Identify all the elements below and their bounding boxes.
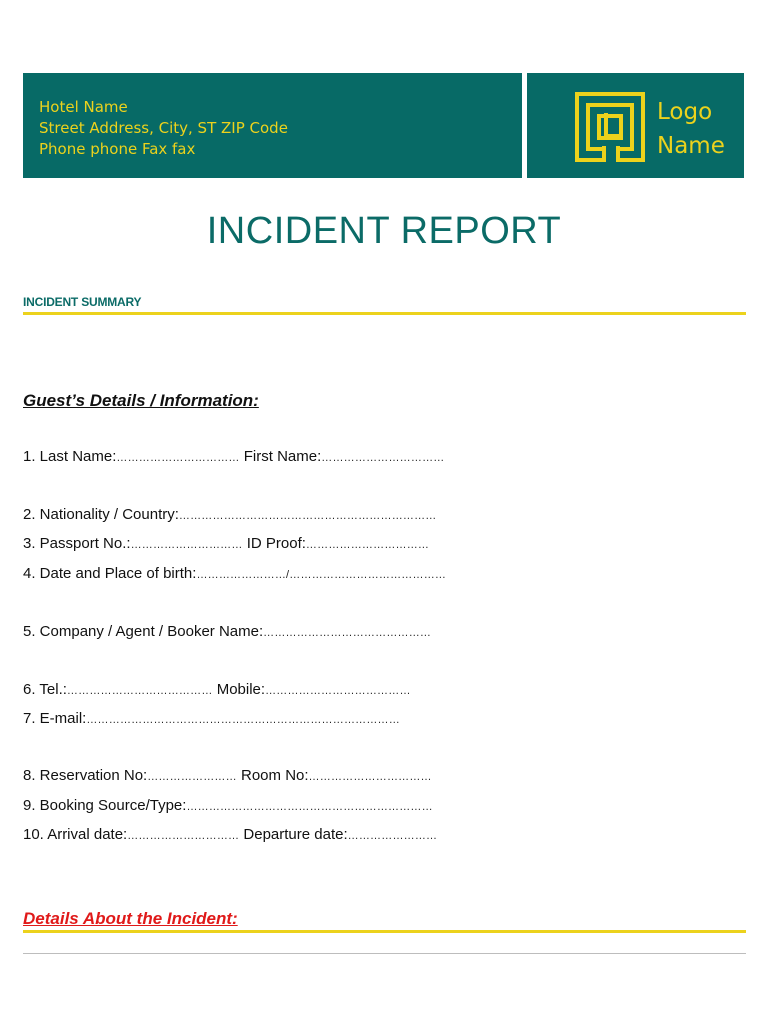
label-passport: 3. Passport No.: xyxy=(23,535,131,552)
hotel-name: Hotel Name xyxy=(39,98,128,116)
logo-line-1: Logo xyxy=(657,99,713,125)
blank-company[interactable]: ……………………………………… xyxy=(263,627,432,639)
field-birth xyxy=(23,565,446,584)
logo-text xyxy=(657,95,725,163)
label-email: 7. E-mail: xyxy=(23,710,87,727)
blank-email[interactable]: ………………………………………………………………………… xyxy=(86,714,400,726)
blank-booking-source[interactable]: ………………………………………………………… xyxy=(186,801,433,813)
field-passport-id xyxy=(23,535,429,554)
hotel-address: Street Address, City, ST ZIP Code xyxy=(39,119,288,137)
summary-divider xyxy=(23,312,746,315)
label-nationality: 2. Nationality / Country: xyxy=(23,506,179,523)
field-nationality xyxy=(23,506,437,525)
blank-tel[interactable]: ………………………………… xyxy=(66,685,213,697)
blank-id-proof[interactable]: …………………………… xyxy=(305,539,430,551)
label-reservation: 8. Reservation No: xyxy=(23,767,148,784)
label-mobile: Mobile: xyxy=(212,681,266,698)
logo-block xyxy=(527,73,744,178)
label-tel: 6. Tel.: xyxy=(23,681,67,698)
field-company-agent xyxy=(23,623,431,642)
label-booking-source: 9. Booking Source/Type: xyxy=(23,797,187,814)
label-company: 5. Company / Agent / Booker Name: xyxy=(23,623,264,640)
logo-line-2: Name xyxy=(657,133,725,159)
label-room: Room No: xyxy=(236,767,309,784)
label-last-name: 1. Last Name: xyxy=(23,448,117,465)
blank-passport[interactable]: ………………………… xyxy=(130,539,243,551)
field-last-first-name xyxy=(23,448,444,467)
blank-mobile[interactable]: ………………………………… xyxy=(265,685,411,697)
guest-details-heading: Guest’s Details / Information: xyxy=(23,391,259,410)
page-title: INCIDENT REPORT xyxy=(206,210,562,252)
label-arrival: 10. Arrival date: xyxy=(23,826,128,843)
field-arrival-departure xyxy=(23,826,437,845)
incident-details-heading: Details About the Incident: xyxy=(23,909,238,928)
logo-maze-icon xyxy=(574,91,646,163)
blank-first-name[interactable]: …………………………… xyxy=(321,452,445,464)
label-departure: Departure date: xyxy=(239,826,348,843)
field-booking-source xyxy=(23,797,433,816)
field-tel-mobile xyxy=(23,681,411,700)
label-birth: 4. Date and Place of birth: xyxy=(23,565,197,582)
field-email xyxy=(23,710,400,729)
hotel-phone-fax: Phone phone Fax fax xyxy=(39,140,196,158)
incident-summary-heading: INCIDENT SUMMARY xyxy=(23,295,142,309)
hotel-info-block xyxy=(23,73,522,178)
blank-arrival[interactable]: ………………………… xyxy=(127,830,240,842)
blank-departure[interactable]: …………………… xyxy=(347,830,438,842)
label-id-proof: ID Proof: xyxy=(242,535,306,552)
incident-text-line[interactable] xyxy=(23,953,746,954)
blank-reservation[interactable]: …………………… xyxy=(147,771,237,783)
blank-birth-date[interactable]: ……………………/ xyxy=(196,569,290,581)
blank-birth-place[interactable]: …………………………………… xyxy=(289,569,447,581)
incident-divider xyxy=(23,930,746,933)
field-reservation-room xyxy=(23,767,432,786)
blank-nationality[interactable]: …………………………………………………………… xyxy=(178,510,437,522)
blank-last-name[interactable]: …………………………… xyxy=(116,452,240,464)
label-first-name: First Name: xyxy=(239,448,322,465)
blank-room[interactable]: …………………………… xyxy=(308,771,432,783)
